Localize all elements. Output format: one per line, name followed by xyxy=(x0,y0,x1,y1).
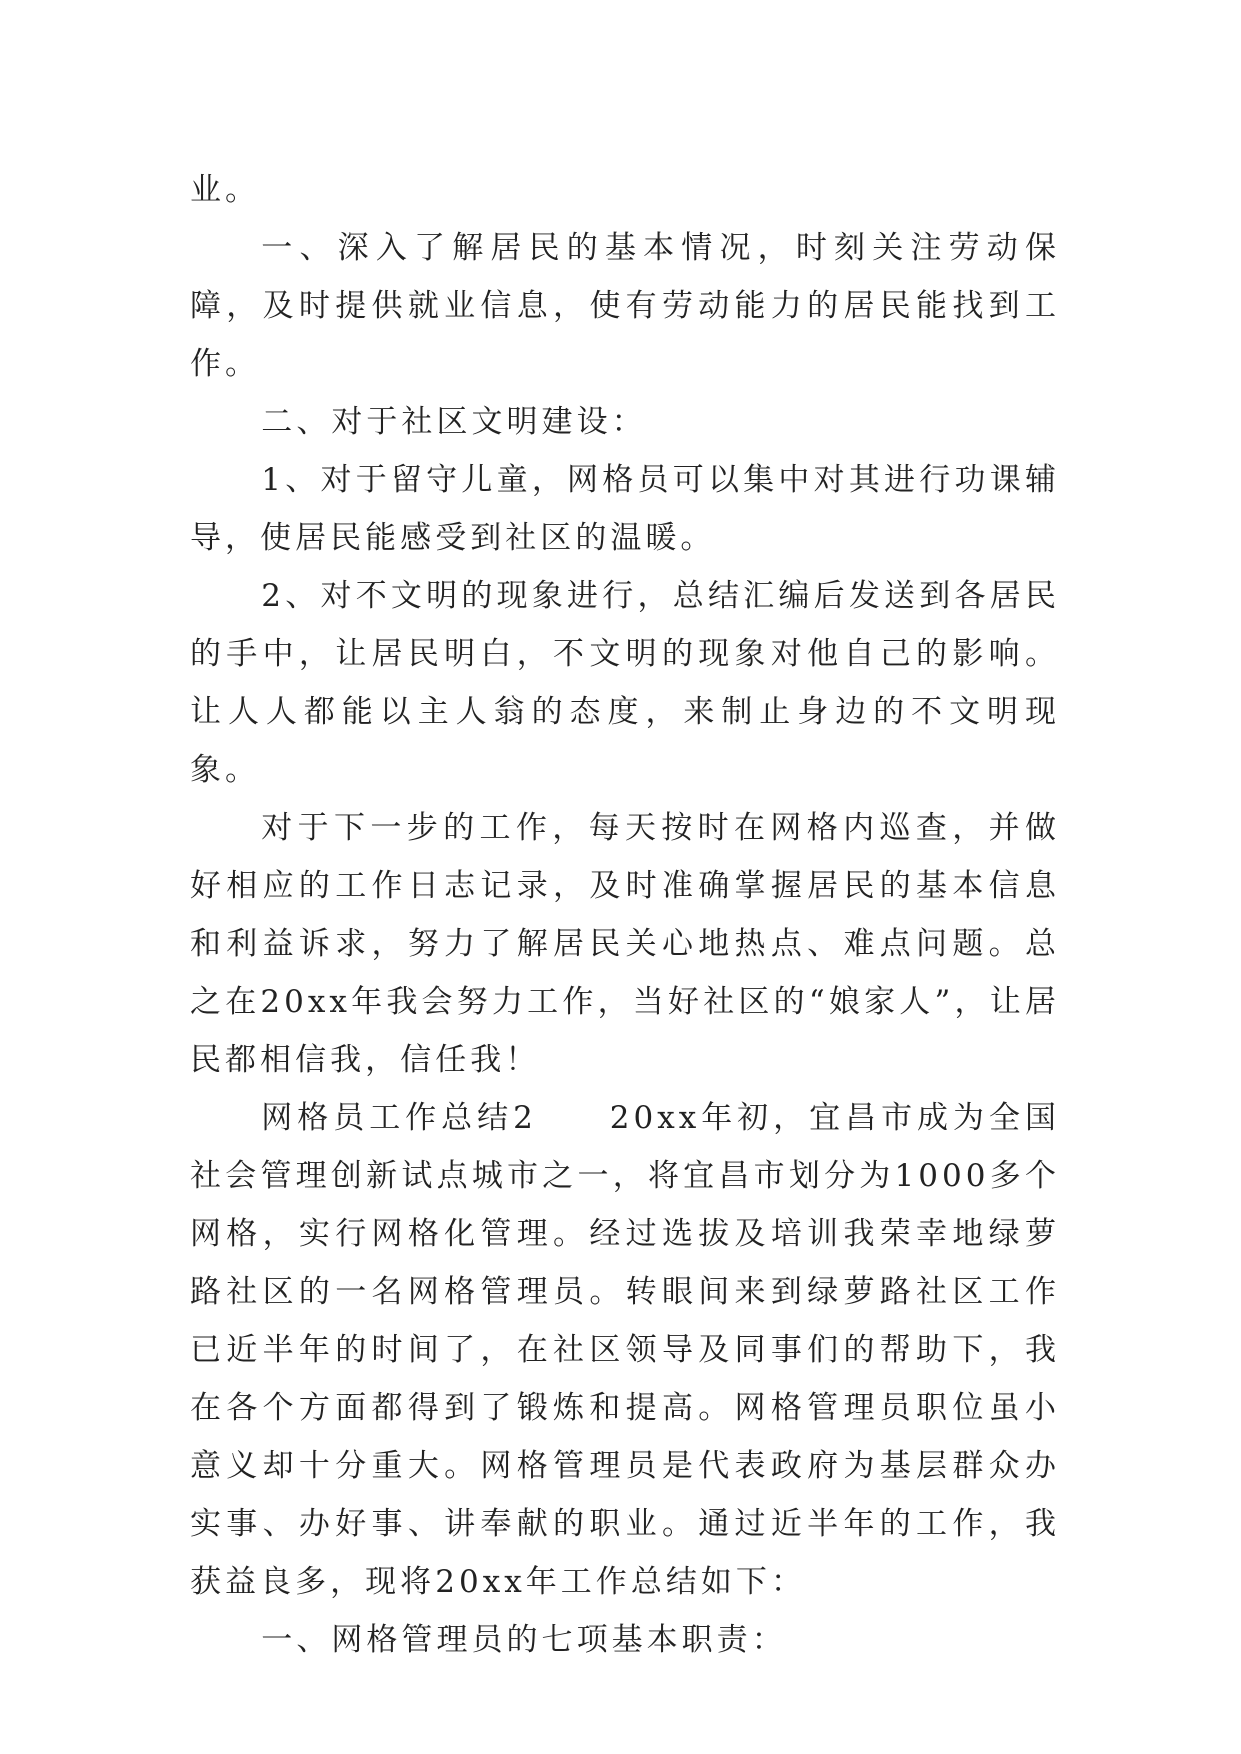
paragraph-next-steps: 对于下一步的工作，每天按时在网格内巡查，并做好相应的工作日志记录，及时准确掌握居民的基本信息和利益诉求，努力了解居民关心地热点、难点问题。总之在20xx年我会努力工作，当好社区的“娘家人”，让居民都相信我，信任我！ xyxy=(190,810,1060,1078)
document-body xyxy=(190,161,1060,1669)
paragraph-left-behind-children: 1、对于留守儿童，网格员可以集中对其进行功课辅导，使居民能感受到社区的温暖。 xyxy=(190,462,1060,556)
paragraph-continuation: 业。 xyxy=(190,172,261,208)
paragraph-civilization-heading: 二、对于社区文明建设： xyxy=(261,404,647,440)
paragraph-uncivilized-behavior: 2、对不文明的现象进行，总结汇编后发送到各居民的手中，让居民明白，不文明的现象对他自己的影响。让人人都能以主人翁的态度，来制止身边的不文明现象。 xyxy=(190,578,1060,788)
paragraph-employment-info: 一、深入了解居民的基本情况，时刻关注劳动保障，及时提供就业信息，使有劳动能力的居民能找到工作。 xyxy=(190,230,1060,382)
paragraph-summary-2: 网格员工作总结2 20xx年初，宜昌市成为全国社会管理创新试点城市之一，将宜昌市划分为1000多个网格，实行网格化管理。经过选拔及培训我荣幸地绿萝路社区的一名网格管理员。转眼间来到绿萝路社区工作已近半年的时间了，在社区领导及同事们的帮助下，我在各个方面都得到了锻炼和提高。网格管理员职位虽小意义却十分重大。网格管理员是代表政府为基层群众办实事、办好事、讲奉献的职业。通过近半年的工作，我获益良多，现将20xx年工作总结如下： xyxy=(190,1100,1060,1600)
paragraph-duties-heading: 一、网格管理员的七项基本职责： xyxy=(261,1622,787,1658)
